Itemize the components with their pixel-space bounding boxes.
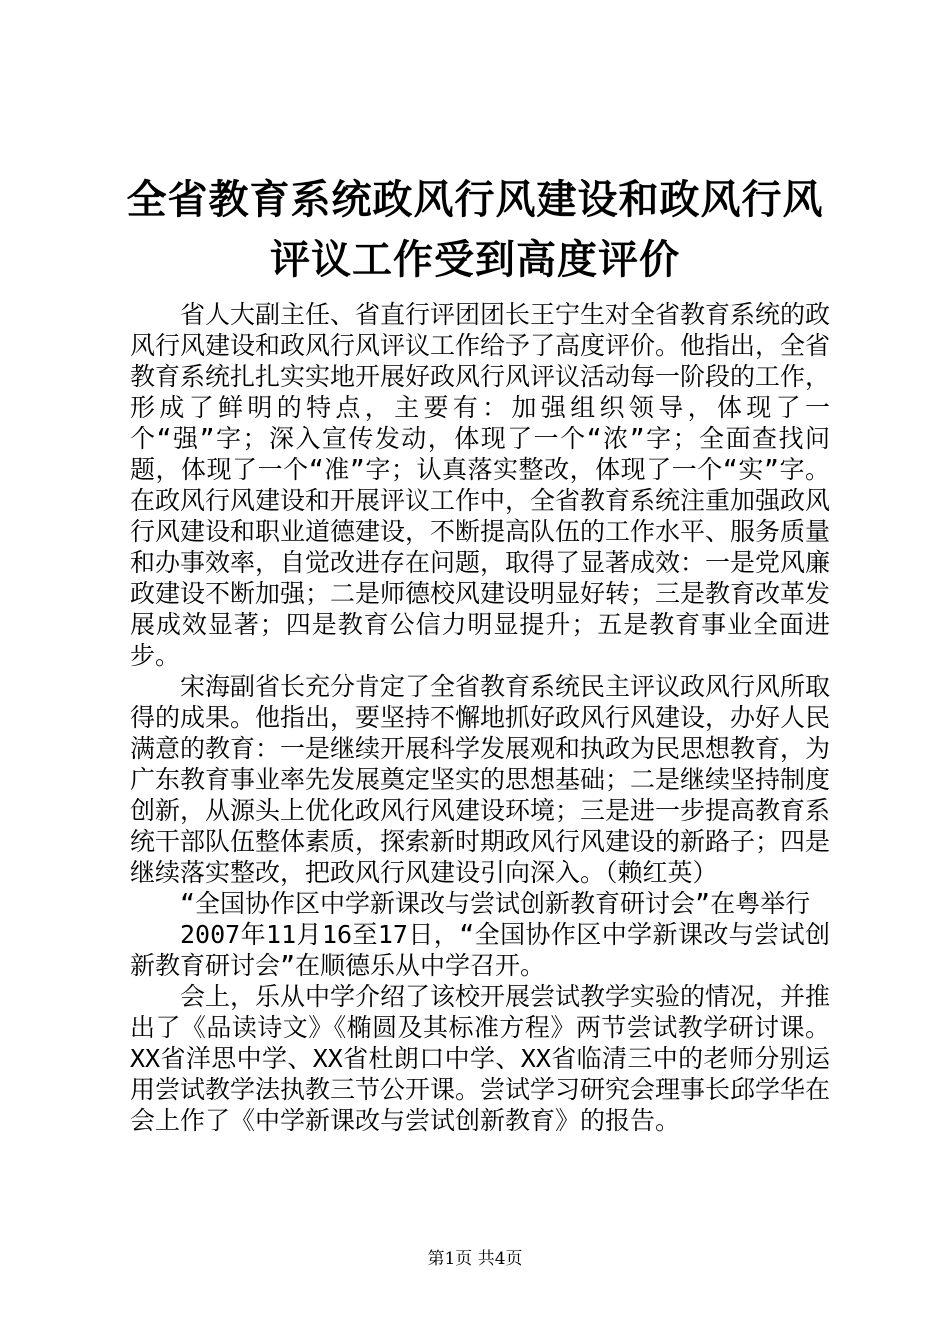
page-number: 第1页 共4页: [427, 1249, 523, 1269]
document-title: 全省教育系统政风行风建设和政风行风评议工作受到高度评价: [126, 176, 824, 283]
paragraph-conference-heading: “全国协作区中学新课改与尝试创新教育研讨会”在粤举行: [180, 889, 811, 918]
paragraph-praise: 省人大副主任、省直行评团团长王宁生对全省教育系统的政风行风建设和政风行风评议工作给予了高度评价。他指出，全省教育系统扎扎实实地开展好政风行风评议活动每一阶段的工作，形成了鲜明的特点，主要有：加强组织领导，体现了一个“强”字；深入宣传发动，体现了一个“浓”字；全面查找问题，体现了一个“准”字；认真落实整改，体现了一个“实”字。在政风行风建设和开展评议工作中，全省教育系统注重加强政风行风建设和职业道德建设，不断提高队伍的工作水平、服务质量和办事效率，自觉改进存在问题，取得了显著成效：一是党风廉政建设不断加强；二是师德校风建设明显好转；三是教育改革发展成效显著；四是教育公信力明显提升；五是教育事业全面进步。: [130, 300, 831, 670]
document-body: [130, 299, 830, 1136]
paragraph-vice-governor: 宋海副省长充分肯定了全省教育系统民主评议政风行风所取得的成果。他指出，要坚持不懈地抓好政风行风建设，办好人民满意的教育：一是继续开展科学发展观和执政为民思想教育，为广东教育事业率先发展奠定坚实的思想基础；二是继续坚持制度创新，从源头上优化政风行风建设环境；三是进一步提高教育系统干部队伍整体素质，探索新时期政风行风建设的新路子；四是继续落实整改，把政风行风建设引向深入。（赖红英）: [130, 672, 831, 887]
paragraph-conference-details: 会上，乐从中学介绍了该校开展尝试教学实验的情况，并推出了《品读诗文》《椭圆及其标准方程》两节尝试教学研讨课。XX省洋思中学、XX省杜朗口中学、XX省临清三中的老师分别运用尝试教学法执教三节公开课。尝试学习研究会理事长邱学华在会上作了《中学新课改与尝试创新教育》的报告。: [130, 982, 831, 1135]
paragraph-conference-date: 2007年11月16至17日，“全国协作区中学新课改与尝试创新教育研讨会”在顺德乐从中学召开。: [130, 920, 830, 980]
